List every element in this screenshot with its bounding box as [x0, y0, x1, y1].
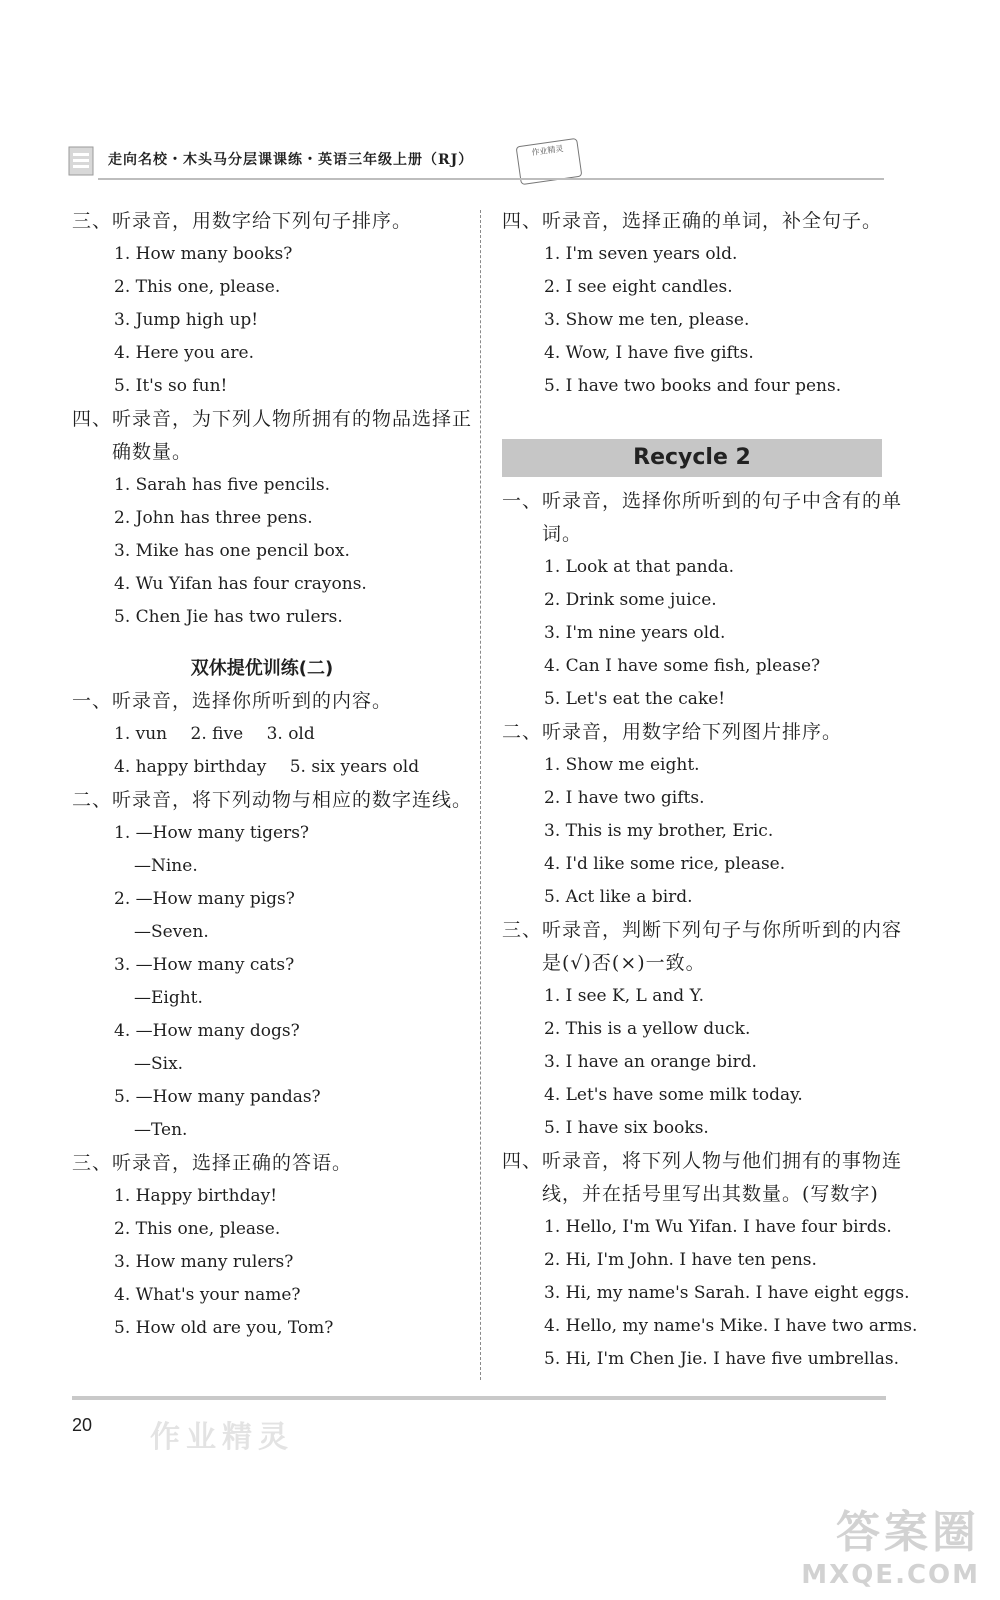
recycle-heading: Recycle 2 [502, 439, 882, 477]
list-item: 2. John has three pens. [114, 508, 313, 528]
section-title: 三、听录音，用数字给下列句子排序。 [72, 210, 413, 232]
list-item: 1. Look at that panda. [544, 557, 734, 577]
corner-watermark-url: MXQE.COM [801, 1560, 980, 1590]
list-item: 2. Hi, I'm John. I have ten pens. [544, 1250, 817, 1270]
list-item: 3. Mike has one pencil box. [114, 541, 350, 561]
section-title: 三、听录音，选择正确的答语。 [72, 1152, 353, 1174]
list-item: 4. What's your name? [114, 1285, 301, 1305]
list-item: 3. Hi, my name's Sarah. I have eight eggs. [544, 1283, 910, 1303]
stamp-watermark: 作业精灵 [516, 138, 583, 185]
list-item: 1. Show me eight. [544, 755, 700, 775]
question-item: 1. —How many tigers? [114, 823, 310, 843]
list-item: 3. This is my brother, Eric. [544, 821, 774, 841]
option-item: 3. old [266, 724, 315, 744]
section-title: 四、听录音，为下列人物所拥有的物品选择正确数量。 [72, 408, 473, 463]
list-item: 1. I'm seven years old. [544, 244, 738, 264]
question-item: 3. —How many cats? [114, 955, 295, 975]
list-item: 2. This is a yellow duck. [544, 1019, 751, 1039]
footer-divider [72, 1396, 886, 1400]
list-item: 4. I'd like some rice, please. [544, 854, 786, 874]
list-item: 5. Let's eat the cake! [544, 689, 726, 709]
option-item: 1. vun [114, 724, 168, 744]
list-item: 5. How old are you, Tom? [114, 1318, 334, 1338]
page-number: 20 [72, 1415, 93, 1435]
answer-item: —Eight. [134, 988, 203, 1008]
book-icon [68, 146, 94, 176]
list-item: 4. Let's have some milk today. [544, 1085, 803, 1105]
list-item: 5. Hi, I'm Chen Jie. I have five umbrellas. [544, 1349, 900, 1369]
training-title: 双休提优训练(二) [190, 658, 334, 679]
list-item: 1. Sarah has five pencils. [114, 475, 331, 495]
answer-item: —Seven. [134, 922, 209, 942]
list-item: 3. I have an orange bird. [544, 1052, 757, 1072]
answer-item: —Nine. [134, 856, 198, 876]
list-item: 5. Chen Jie has two rulers. [114, 607, 343, 627]
section-title: 四、听录音，选择正确的单词，补全句子。 [502, 210, 883, 232]
section-title: 二、听录音，用数字给下列图片排序。 [502, 721, 843, 743]
list-item: 4. Wow, I have five gifts. [544, 343, 754, 363]
list-item: 1. I see K, L and Y. [544, 986, 704, 1006]
right-column [502, 205, 918, 1376]
answer-item: —Six. [134, 1054, 184, 1074]
list-item: 5. Act like a bird. [544, 887, 693, 907]
option-item: 5. six years old [289, 757, 420, 777]
list-item: 3. Jump high up! [114, 310, 259, 330]
corner-watermark-text: 答案圈 [836, 1507, 980, 1558]
option-item: 4. happy birthday [114, 757, 267, 777]
list-item: 1. How many books? [114, 244, 293, 264]
list-item: 2. This one, please. [114, 1219, 281, 1239]
list-item: 5. I have six books. [544, 1118, 709, 1138]
list-item: 3. How many rulers? [114, 1252, 294, 1272]
question-item: 2. —How many pigs? [114, 889, 295, 909]
list-item: 5. I have two books and four pens. [544, 376, 842, 396]
page-header [68, 142, 884, 182]
question-item: 5. —How many pandas? [114, 1087, 321, 1107]
option-item: 2. five [190, 724, 244, 744]
question-item: 4. —How many dogs? [114, 1021, 300, 1041]
header-title: 走向名校・木头马分层课课练・英语三年级上册（RJ） [108, 152, 474, 168]
list-item: 3. I'm nine years old. [544, 623, 726, 643]
section-title: 二、听录音，将下列动物与相应的数字连线。 [72, 789, 473, 811]
options-row [72, 751, 472, 784]
footer-watermark: 作业精灵 [150, 1420, 294, 1455]
list-item: 4. Hello, my name's Mike. I have two arms. [544, 1316, 918, 1336]
section-title: 一、听录音，选择你所听到的句子中含有的单词。 [502, 490, 903, 545]
list-item: 1. Happy birthday! [114, 1186, 278, 1206]
list-item: 4. Here you are. [114, 343, 255, 363]
left-column [72, 205, 472, 1345]
list-item: 2. This one, please. [114, 277, 281, 297]
header-divider [98, 178, 884, 180]
section-title: 三、听录音，判断下列句子与你所听到的内容是(√)否(×)一致。 [502, 919, 903, 974]
list-item: 4. Can I have some fish, please? [544, 656, 821, 676]
list-item: 2. I have two gifts. [544, 788, 705, 808]
list-item: 2. Drink some juice. [544, 590, 717, 610]
list-item: 2. I see eight candles. [544, 277, 733, 297]
list-item: 4. Wu Yifan has four crayons. [114, 574, 367, 594]
list-item: 5. It's so fun! [114, 376, 228, 396]
options-row [72, 718, 472, 751]
column-divider [480, 210, 481, 1380]
corner-watermark [801, 1496, 980, 1590]
list-item: 1. Hello, I'm Wu Yifan. I have four birds. [544, 1217, 892, 1237]
list-item: 3. Show me ten, please. [544, 310, 750, 330]
answer-item: —Ten. [134, 1120, 188, 1140]
section-title: 四、听录音，将下列人物与他们拥有的事物连线，并在括号里写出其数量。(写数字) [502, 1150, 903, 1205]
section-title: 一、听录音，选择你所听到的内容。 [72, 690, 393, 712]
